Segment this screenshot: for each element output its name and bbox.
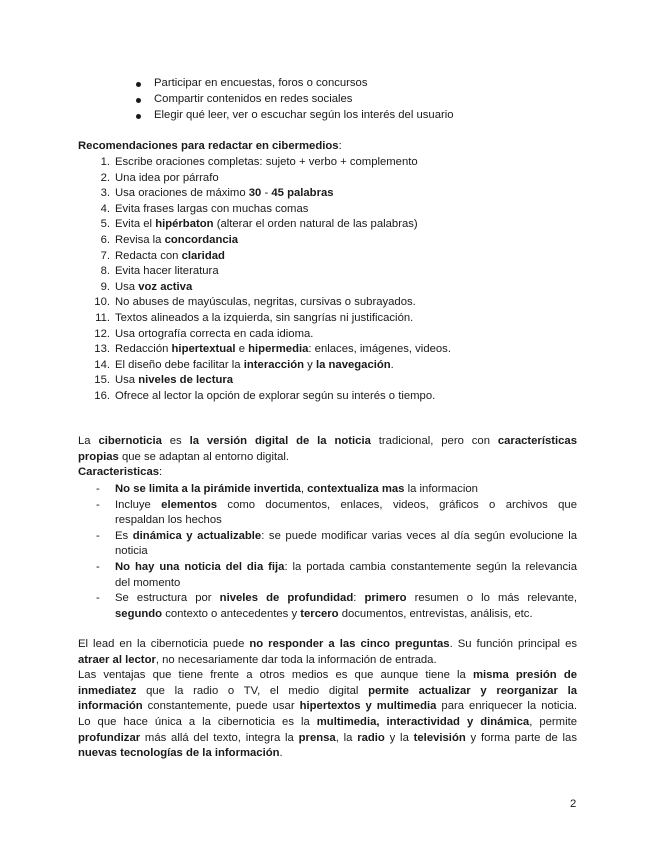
list-item xyxy=(115,311,413,327)
text-run: Incluye xyxy=(115,498,162,511)
bold-text: multimedia, interactividad y dinámica xyxy=(316,716,530,728)
text-run: La xyxy=(78,435,99,447)
bold-text: propias xyxy=(78,451,119,463)
text-run: Usa ortografía correcta en cada idioma. xyxy=(115,327,314,340)
text-run: . xyxy=(390,358,394,371)
text-run: y forma parte de las xyxy=(465,731,577,744)
characteristic-line xyxy=(115,607,533,623)
text-run: Es xyxy=(115,529,133,542)
bold-text: características xyxy=(497,435,577,447)
text-run: que se adaptan al entorno digital. xyxy=(118,451,290,463)
bold-text: cibernoticia xyxy=(98,435,162,447)
text-run: respaldan los hechos xyxy=(115,514,222,527)
text-run: Revisa la xyxy=(115,234,165,246)
text-run: : la portada cambia constantemente según la relevancia xyxy=(284,561,577,573)
bold-text: No se limita a la pirámide invertida xyxy=(115,483,301,495)
list-number: 15. xyxy=(94,374,110,387)
list-number: 6. xyxy=(100,234,110,246)
text-run: : se puede modificar varias veces al día según evolucione la xyxy=(261,529,577,542)
recommendations-heading xyxy=(78,139,342,155)
bold-text: atraer al lector xyxy=(78,653,156,666)
characteristic-line xyxy=(115,591,577,607)
bullet-icon xyxy=(136,82,141,87)
bold-text: No hay una noticia del dia fija xyxy=(115,561,285,573)
text-run: como documentos, enlaces, videos, gráficos o archivos que xyxy=(217,498,577,511)
bold-text: concordancia xyxy=(164,234,239,246)
list-number: 5. xyxy=(100,218,110,231)
list-number: 13. xyxy=(94,343,110,356)
text-run: documentos, entrevistas, análisis, etc. xyxy=(338,607,533,620)
list-item xyxy=(115,202,308,218)
bold-text: inmediatez xyxy=(78,684,137,697)
list-number: 8. xyxy=(100,265,110,278)
bold-text: interacción xyxy=(243,358,305,371)
list-item xyxy=(115,217,418,233)
bold-text: profundizar xyxy=(78,731,141,744)
text-run: más allá del texto, integra la xyxy=(140,731,299,744)
bold-text: 45 palabras xyxy=(271,187,334,200)
list-number: 3. xyxy=(100,187,110,200)
characteristic-line xyxy=(115,544,148,560)
text-run: Evita hacer literatura xyxy=(115,265,219,278)
list-number: 2. xyxy=(100,171,110,184)
text-run: para enriquecer la noticia. xyxy=(436,700,578,713)
text-run: El lead en la cibernoticia puede xyxy=(78,638,250,650)
list-item xyxy=(115,358,394,374)
text-run: , xyxy=(300,483,308,495)
closing-line xyxy=(78,731,577,747)
dash-marker: - xyxy=(96,529,100,542)
closing-line xyxy=(78,684,577,700)
intro-paragraph-line xyxy=(78,450,289,466)
text-run: tradicional, pero con xyxy=(370,435,498,447)
list-number: 10. xyxy=(94,296,110,309)
list-item xyxy=(115,389,435,405)
closing-line xyxy=(78,637,577,653)
closing-line xyxy=(78,699,577,715)
bold-text: hipermedia xyxy=(248,343,309,356)
text-run: Ofrece al lector la opción de explorar según su interés o tiempo. xyxy=(115,390,436,402)
bold-text: permite actualizar y reorganizar la xyxy=(368,684,577,697)
closing-line xyxy=(78,653,437,669)
list-item xyxy=(115,327,313,343)
dash-marker: - xyxy=(96,483,100,495)
text-run: Evita frases largas con muchas comas xyxy=(115,202,309,215)
bold-text: la versión digital de la noticia xyxy=(189,435,371,447)
text-run: - xyxy=(261,187,272,200)
closing-line xyxy=(78,746,283,762)
text-run: Redacta con xyxy=(115,249,182,262)
bold-text: la navegación xyxy=(315,358,391,371)
bold-text: información xyxy=(78,700,143,713)
bold-text: segundo xyxy=(115,607,163,620)
bold-text: tercero xyxy=(300,607,339,620)
bold-text: hipérbaton xyxy=(155,218,214,231)
list-number: 16. xyxy=(94,390,110,402)
text-run: Las ventajas que tiene frente a otros medios es que aunque tiene la xyxy=(78,669,473,682)
list-item xyxy=(115,186,334,202)
characteristic-line xyxy=(115,513,222,529)
bold-text: niveles de profundidad xyxy=(219,592,354,605)
text-run: resumen o lo más relevante, xyxy=(406,592,578,605)
text-run: . Su función principal es xyxy=(449,638,577,650)
bold-text: misma presión de xyxy=(472,669,577,682)
list-item xyxy=(115,233,238,249)
bold-text: primero xyxy=(364,592,407,605)
list-item xyxy=(115,280,192,296)
text-run: Usa xyxy=(115,374,139,387)
heading-colon: : xyxy=(159,466,163,478)
list-number: 9. xyxy=(100,280,110,293)
characteristics-heading xyxy=(78,465,162,481)
text-run: y la xyxy=(384,731,414,744)
dash-marker: - xyxy=(96,561,100,573)
text-run: y xyxy=(304,358,316,371)
closing-line xyxy=(78,715,577,731)
bold-text: prensa xyxy=(298,731,336,744)
bold-text: niveles de lectura xyxy=(138,374,234,387)
bold-text: no responder a las cinco preguntas xyxy=(249,638,450,650)
bold-text: claridad xyxy=(181,249,225,262)
list-number: 4. xyxy=(100,202,110,215)
bold-text: nuevas tecnologías de la información xyxy=(78,747,280,760)
characteristic-line xyxy=(115,560,577,576)
text-run: Usa xyxy=(115,280,139,293)
text-run: , la xyxy=(335,731,358,744)
list-item xyxy=(115,295,416,311)
text-run: Textos alineados a la izquierda, sin sangrías ni justificación. xyxy=(115,312,414,324)
text-run: . xyxy=(279,747,283,760)
text-run: Escribe oraciones completas: sujeto + verbo + complemento xyxy=(115,156,418,168)
characteristic-line xyxy=(115,529,577,545)
characteristics-heading-text: Caracteristicas xyxy=(78,466,160,478)
text-run: : enlaces, imágenes, videos. xyxy=(308,343,451,356)
text-run: contexto o antecedentes y xyxy=(162,607,301,620)
text-run: la informacion xyxy=(404,483,478,495)
characteristic-line xyxy=(115,576,180,592)
list-item xyxy=(115,249,225,265)
characteristic-line xyxy=(115,498,577,514)
list-item xyxy=(115,171,219,187)
text-run: Se estructura por xyxy=(115,592,220,605)
text-run: del momento xyxy=(115,576,181,589)
bold-text: elementos xyxy=(161,498,218,511)
list-number: 14. xyxy=(94,358,110,371)
page-number: 2 xyxy=(570,798,577,810)
list-item xyxy=(115,342,451,358)
text-run: Redacción xyxy=(115,343,172,356)
text-run: es xyxy=(161,435,190,447)
list-number: 1. xyxy=(100,156,110,168)
intro-paragraph-line xyxy=(78,434,577,450)
closing-line xyxy=(78,668,577,684)
bullet-icon xyxy=(136,114,141,119)
list-number: 12. xyxy=(94,327,110,340)
text-run: constantemente, puede usar xyxy=(142,700,300,713)
bullet-item: Compartir contenidos en redes sociales xyxy=(154,93,353,105)
text-run: Una idea por párrafo xyxy=(115,171,219,184)
bullet-icon xyxy=(136,98,141,103)
bold-text: televisión xyxy=(413,731,466,744)
text-run: , permite xyxy=(529,716,577,728)
bold-text: voz activa xyxy=(138,280,193,293)
text-run: : xyxy=(353,592,365,605)
text-run: Usa oraciones de máximo xyxy=(115,187,249,200)
text-run: El diseño debe facilitar la xyxy=(115,358,244,371)
bold-text: radio xyxy=(357,731,385,744)
list-item xyxy=(115,155,418,171)
list-item xyxy=(115,264,219,280)
bold-text: hipertextos y multimedia xyxy=(299,700,437,713)
text-run: (alterar el orden natural de las palabras) xyxy=(213,218,418,231)
bold-text: contextualiza mas xyxy=(307,483,405,495)
text-run: Lo que hace única a la cibernoticia es la xyxy=(78,716,317,728)
text-run: Evita el xyxy=(115,218,156,231)
dash-marker: - xyxy=(96,592,100,605)
list-number: 7. xyxy=(100,249,110,262)
recommendations-heading-text: Recomendaciones para redactar en cibermedios xyxy=(78,140,339,152)
bullet-item: Participar en encuestas, foros o concursos xyxy=(154,77,368,89)
text-run: que la radio o TV, el medio digital xyxy=(136,684,369,697)
list-number: 11. xyxy=(95,312,110,324)
text-run: noticia xyxy=(115,545,148,558)
heading-colon: : xyxy=(338,140,342,152)
bold-text: 30 xyxy=(248,187,262,200)
bold-text: dinámica y actualizable xyxy=(132,529,262,542)
text-run: e xyxy=(235,343,249,356)
characteristic-line xyxy=(115,482,478,498)
bullet-item: Elegir qué leer, ver o escuchar según los interés del usuario xyxy=(154,109,454,121)
text-run: No abuses de mayúsculas, negritas, cursivas o subrayados. xyxy=(115,296,416,309)
dash-marker: - xyxy=(96,498,100,511)
bold-text: hipertextual xyxy=(171,343,236,356)
list-item xyxy=(115,373,233,389)
text-run: , no necesariamente dar toda la información de entrada. xyxy=(155,653,437,666)
